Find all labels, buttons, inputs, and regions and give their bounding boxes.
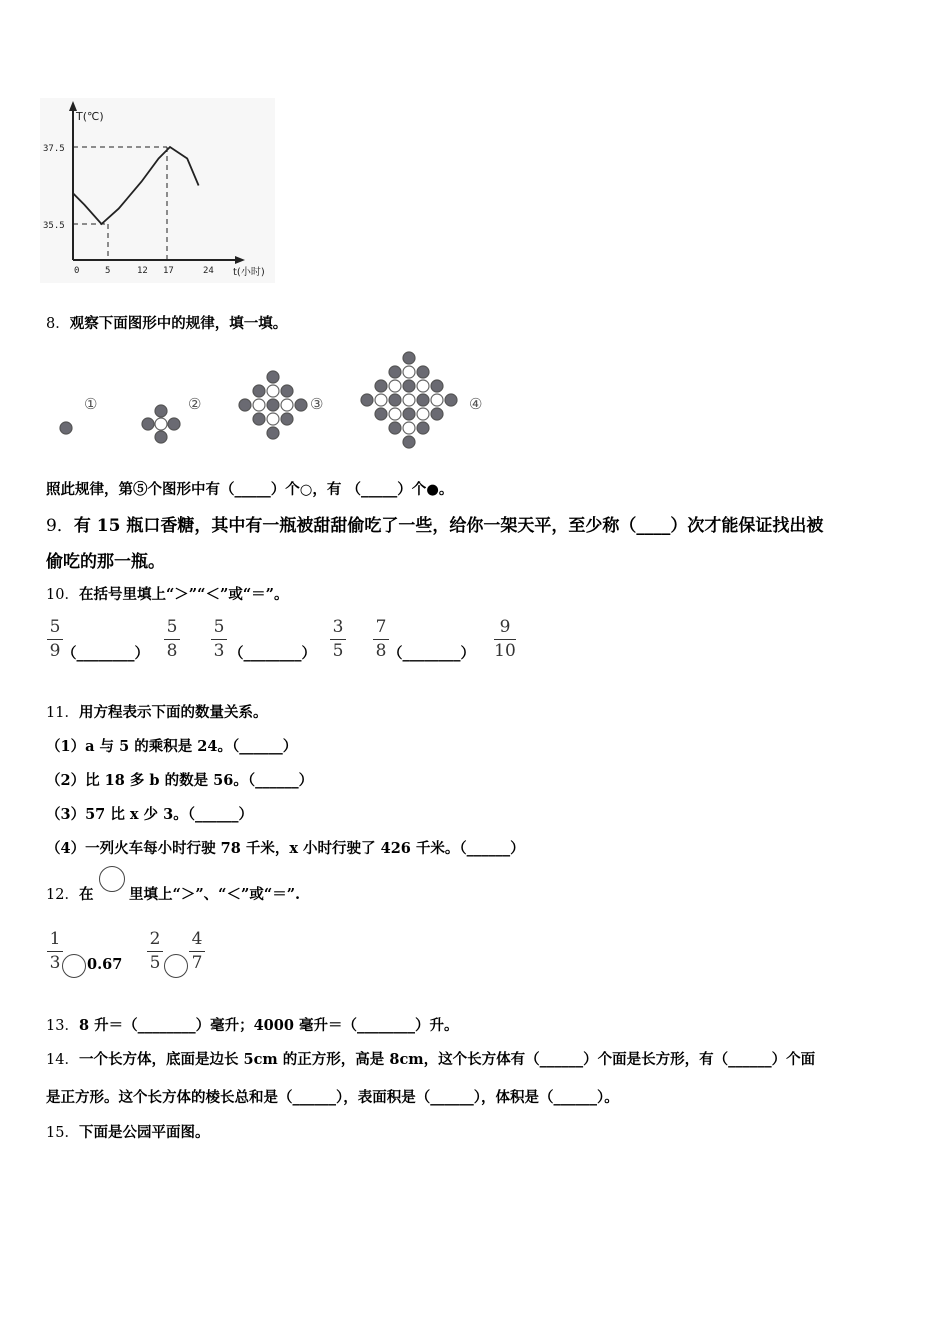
hollow-dot <box>417 380 429 392</box>
figure-label: ② <box>188 395 202 413</box>
question-text: 在括号里填上“＞”“＜”或“＝”。 <box>78 586 289 603</box>
question-10 <box>46 583 289 604</box>
hollow-dot <box>253 399 265 411</box>
fraction: 5 8 <box>164 619 180 660</box>
question-8 <box>46 312 287 333</box>
q11-item: （4）一列火车每小时行驶 78 千米，x 小时行驶了 426 千米。（______） <box>46 840 525 857</box>
question-number: 8． <box>46 316 70 332</box>
filled-dot <box>445 394 457 406</box>
x-tick-label: 12 <box>137 266 148 276</box>
fraction: 5 3 <box>211 619 227 660</box>
question-number: 11． <box>46 705 79 721</box>
filled-dot <box>417 394 429 406</box>
hollow-dot <box>431 394 443 406</box>
hollow-dot <box>403 394 415 406</box>
question-15 <box>46 1121 209 1142</box>
filled-dot <box>389 422 401 434</box>
x-tick-label: 5 <box>105 266 111 276</box>
filled-dot <box>403 408 415 420</box>
filled-dot <box>281 385 293 397</box>
question-number: 9． <box>46 516 74 536</box>
hollow-dot <box>403 366 415 378</box>
question-14 <box>46 1048 815 1069</box>
filled-dot <box>417 366 429 378</box>
filled-dot <box>389 394 401 406</box>
figure-label: ③ <box>310 395 324 413</box>
question-number: 12． <box>46 887 79 903</box>
filled-dot <box>155 431 167 443</box>
answer-blank[interactable]: （________） <box>388 645 475 662</box>
filled-dot <box>267 399 279 411</box>
question-number: 15． <box>46 1125 79 1141</box>
question-9 <box>46 511 823 536</box>
filled-dot <box>361 394 373 406</box>
fraction: 3 5 <box>330 619 346 660</box>
question-text: 8 升＝（________）毫升；4000 毫升＝（________）升。 <box>78 1017 459 1034</box>
y-tick-label: 35.5 <box>43 221 65 231</box>
question-number: 14． <box>46 1052 79 1068</box>
answer-blank[interactable]: （________） <box>62 645 149 662</box>
filled-dot <box>168 418 180 430</box>
filled-dot <box>267 427 279 439</box>
filled-dot <box>431 380 443 392</box>
fraction: 5 9 <box>47 619 63 660</box>
q11-item: （2）比 18 多 b 的数是 56。（______） <box>46 772 314 789</box>
question-text: 一个长方体，底面是边长 5cm 的正方形，高是 8cm，这个长方体有（______）个面是长方形，有（______）个面 <box>78 1051 816 1068</box>
filled-dot <box>295 399 307 411</box>
compare-circle[interactable] <box>62 954 86 978</box>
filled-dot <box>142 418 154 430</box>
filled-dot <box>155 405 167 417</box>
q11-item: （3）57 比 x 少 3。（______） <box>46 806 253 823</box>
filled-dot <box>60 422 72 434</box>
x-tick-label: 17 <box>163 266 174 276</box>
q8-answer-line: 照此规律，第⑤个图形中有（_____）个○，有 （_____）个●。 <box>46 481 454 498</box>
q11-item: （1）a 与 5 的乘积是 24。（______） <box>46 738 298 755</box>
hollow-dot <box>417 408 429 420</box>
question-13 <box>46 1014 459 1035</box>
filled-dot <box>403 436 415 448</box>
question-text: 有 15 瓶口香糖，其中有一瓶被甜甜偷吃了一些，给你一架天平，至少称（____）次才能保证找出被 <box>73 516 824 536</box>
filled-dot <box>253 413 265 425</box>
fraction: 9 10 <box>494 617 516 661</box>
figure-label: ④ <box>469 395 483 413</box>
hollow-dot <box>403 422 415 434</box>
y-tick-label: 37.5 <box>43 144 65 154</box>
filled-dot <box>389 366 401 378</box>
hollow-dot <box>281 399 293 411</box>
filled-dot <box>281 413 293 425</box>
question-text: 下面是公园平面图。 <box>78 1124 210 1141</box>
question-number: 13． <box>46 1018 79 1034</box>
hollow-dot <box>375 394 387 406</box>
filled-dot <box>375 380 387 392</box>
x-axis-label: t(小时) <box>233 267 265 278</box>
compare-circle[interactable] <box>164 954 188 978</box>
hollow-dot <box>389 380 401 392</box>
x-tick-label: 0 <box>74 266 80 276</box>
question-14-line2: 是正方形。这个长方体的棱长总和是（______），表面积是（______），体积是（______）。 <box>46 1089 619 1106</box>
filled-dot <box>403 380 415 392</box>
filled-dot <box>267 371 279 383</box>
y-axis-label: T(℃) <box>76 110 104 123</box>
filled-dot <box>431 408 443 420</box>
filled-dot <box>403 352 415 364</box>
decimal-value: 0.67 <box>87 956 123 973</box>
compare-circle-icon <box>99 866 125 892</box>
fraction: 1 3 <box>47 931 63 972</box>
fraction: 7 8 <box>373 619 389 660</box>
question-text: 观察下面图形中的规律，填一填。 <box>69 315 288 332</box>
fraction: 4 7 <box>189 931 205 972</box>
fraction: 2 5 <box>147 931 163 972</box>
hollow-dot <box>267 413 279 425</box>
question-12 <box>46 883 93 904</box>
answer-blank[interactable]: （________） <box>229 645 316 662</box>
question-9-line2: 偷吃的那一瓶。 <box>46 552 165 572</box>
dot-pattern-figures <box>40 345 500 455</box>
hollow-dot <box>267 385 279 397</box>
question-text-after: 里填上“＞”、“＜”或“＝”. <box>129 886 301 903</box>
filled-dot <box>239 399 251 411</box>
temperature-graph <box>40 98 275 283</box>
filled-dot <box>253 385 265 397</box>
hollow-dot <box>155 418 167 430</box>
x-tick-label: 24 <box>203 266 214 276</box>
question-text: 用方程表示下面的数量关系。 <box>78 704 268 721</box>
figure-label: ① <box>84 395 98 413</box>
filled-dot <box>375 408 387 420</box>
question-11 <box>46 701 267 722</box>
hollow-dot <box>389 408 401 420</box>
question-number: 10． <box>46 587 79 603</box>
filled-dot <box>417 422 429 434</box>
question-text-before: 在 <box>78 886 94 903</box>
